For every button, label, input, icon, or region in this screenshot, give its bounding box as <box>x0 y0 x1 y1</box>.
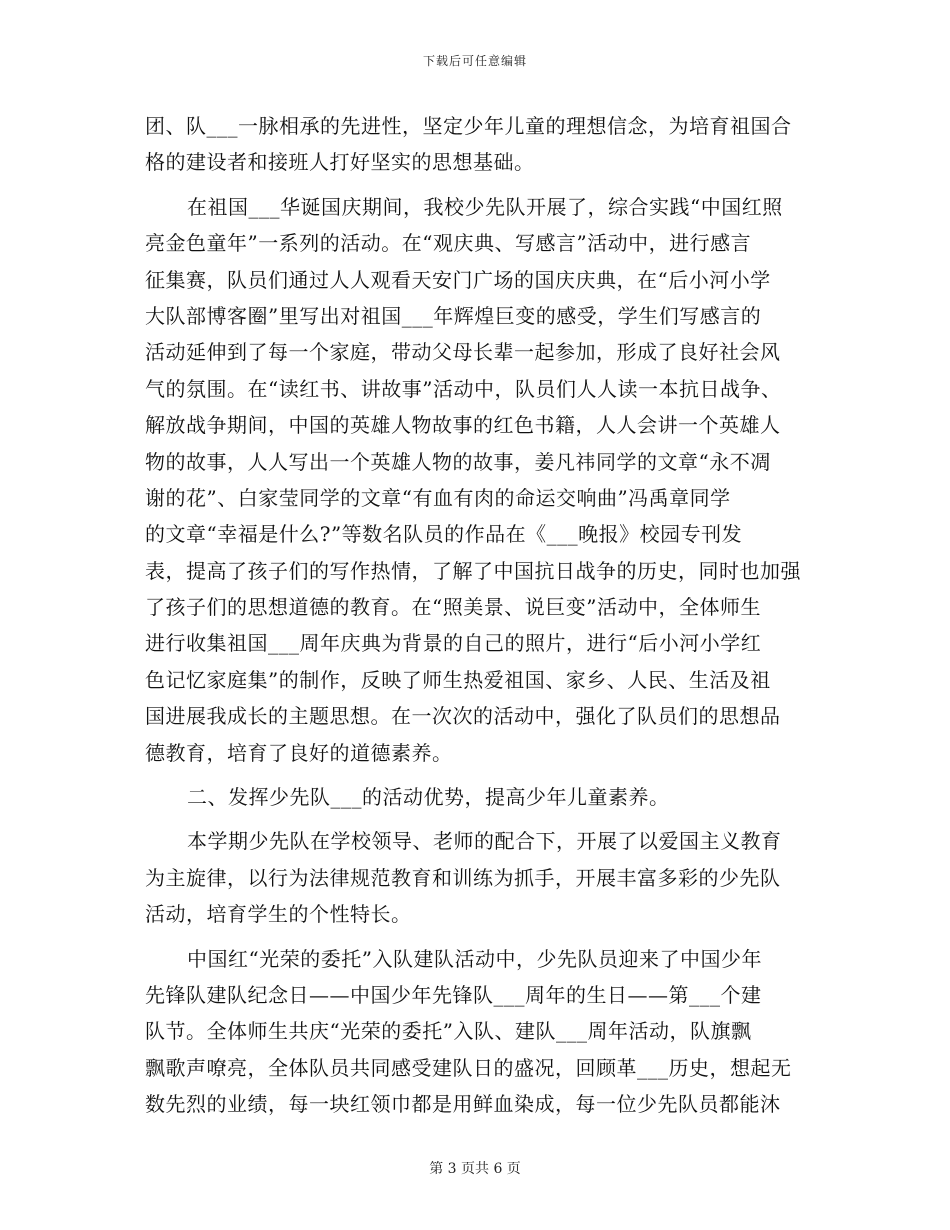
text-line: 大队部博客圈”里写出对祖国___年辉煌巨变的感受，学生们写感言的 <box>145 303 762 328</box>
text-line: 色记忆家庭集”的制作，反映了师生热爱祖国、家乡、人民、生活及祖 <box>145 667 771 692</box>
text-line: 了孩子们的思想道德的教育。在“照美景、说巨变”活动中，全体师生 <box>145 595 761 620</box>
text-line: 本学期少先队在学校领导、老师的配合下，开展了以爱国主义教育 <box>187 829 782 854</box>
text-line: 物的故事，人人写出一个英雄人物的故事，姜凡祎同学的文章“永不凋 <box>145 449 771 474</box>
text-line: 队节。全体师生共庆“光荣的委托”入队、建队___周年活动，队旗飘 <box>145 1019 752 1044</box>
text-line: 中国红“光荣的委托”入队建队活动中，少先队员迎来了中国少年 <box>187 946 762 971</box>
text-line: 德教育，培育了良好的道德素养。 <box>145 740 453 765</box>
text-line: 在祖国___华诞国庆期间，我校少先队开展了，综合实践“中国红照 <box>187 194 783 219</box>
text-line: 征集赛，队员们通过人人观看天安门广场的国庆庆典，在“后小河小学 <box>145 267 771 292</box>
text-line: 格的建设者和接班人打好坚实的思想基础。 <box>145 150 535 175</box>
text-line: 国进展我成长的主题思想。在一次次的活动中，强化了队员们的思想品 <box>145 704 781 729</box>
page-number: 第 3 页共 6 页 <box>429 1161 521 1177</box>
text-line: 表，提高了孩子们的写作热情，了解了中国抗日战争的历史，同时也加强 <box>145 558 801 583</box>
text-line: 进行收集祖国___周年庆典为背景的自己的照片，进行“后小河小学红 <box>145 631 762 656</box>
text-line: 解放战争期间，中国的英雄人物故事的红色书籍，人人会讲一个英雄人 <box>145 413 781 438</box>
paragraph <box>145 108 825 181</box>
text-line: 飘歌声嘹亮，全体队员共同感受建队日的盛况，回顾革___历史，想起无 <box>145 1055 792 1080</box>
section-heading <box>145 779 825 815</box>
text-line: 亮金色童年”一系列的活动。在“观庆典、写感言”活动中，进行感言 <box>145 231 752 256</box>
text-line: 活动延伸到了每一个家庭，带动父母长辈一起参加，形成了良好社会风 <box>145 340 781 365</box>
text-line: 团、队___一脉相承的先进性，坚定少年儿童的理想信念，为培育祖国合 <box>145 114 792 138</box>
paragraph <box>145 189 825 771</box>
text-line: 谢的花”、白家莹同学的文章“有血有肉的命运交响曲”冯禹章同学 <box>145 485 731 510</box>
text-line: 活动，培育学生的个性特长。 <box>145 902 412 927</box>
text-line: 二、发挥少先队___的活动优势，提高少年儿童素养。 <box>187 785 670 810</box>
text-line: 为主旋律，以行为法律规范教育和训练为抓手，开展丰富多彩的少先队 <box>145 865 781 890</box>
paragraph <box>145 823 825 932</box>
page-header: 下载后可任意编辑 <box>422 54 527 68</box>
document-body <box>145 108 825 1123</box>
text-line: 气的氛围。在“读红书、讲故事”活动中，队员们人人读一本抗日战争、 <box>145 376 782 401</box>
paragraph <box>145 941 825 1123</box>
text-line: 的文章“幸福是什么?”等数名队员的作品在《___晚报》校园专刊发 <box>145 522 743 547</box>
text-line: 先锋队建队纪念日——中国少年先锋队___周年的生日——第___个建 <box>145 982 762 1007</box>
text-line: 数先烈的业绩，每一块红领巾都是用鲜血染成，每一位少先队员都能沐 <box>145 1092 781 1117</box>
